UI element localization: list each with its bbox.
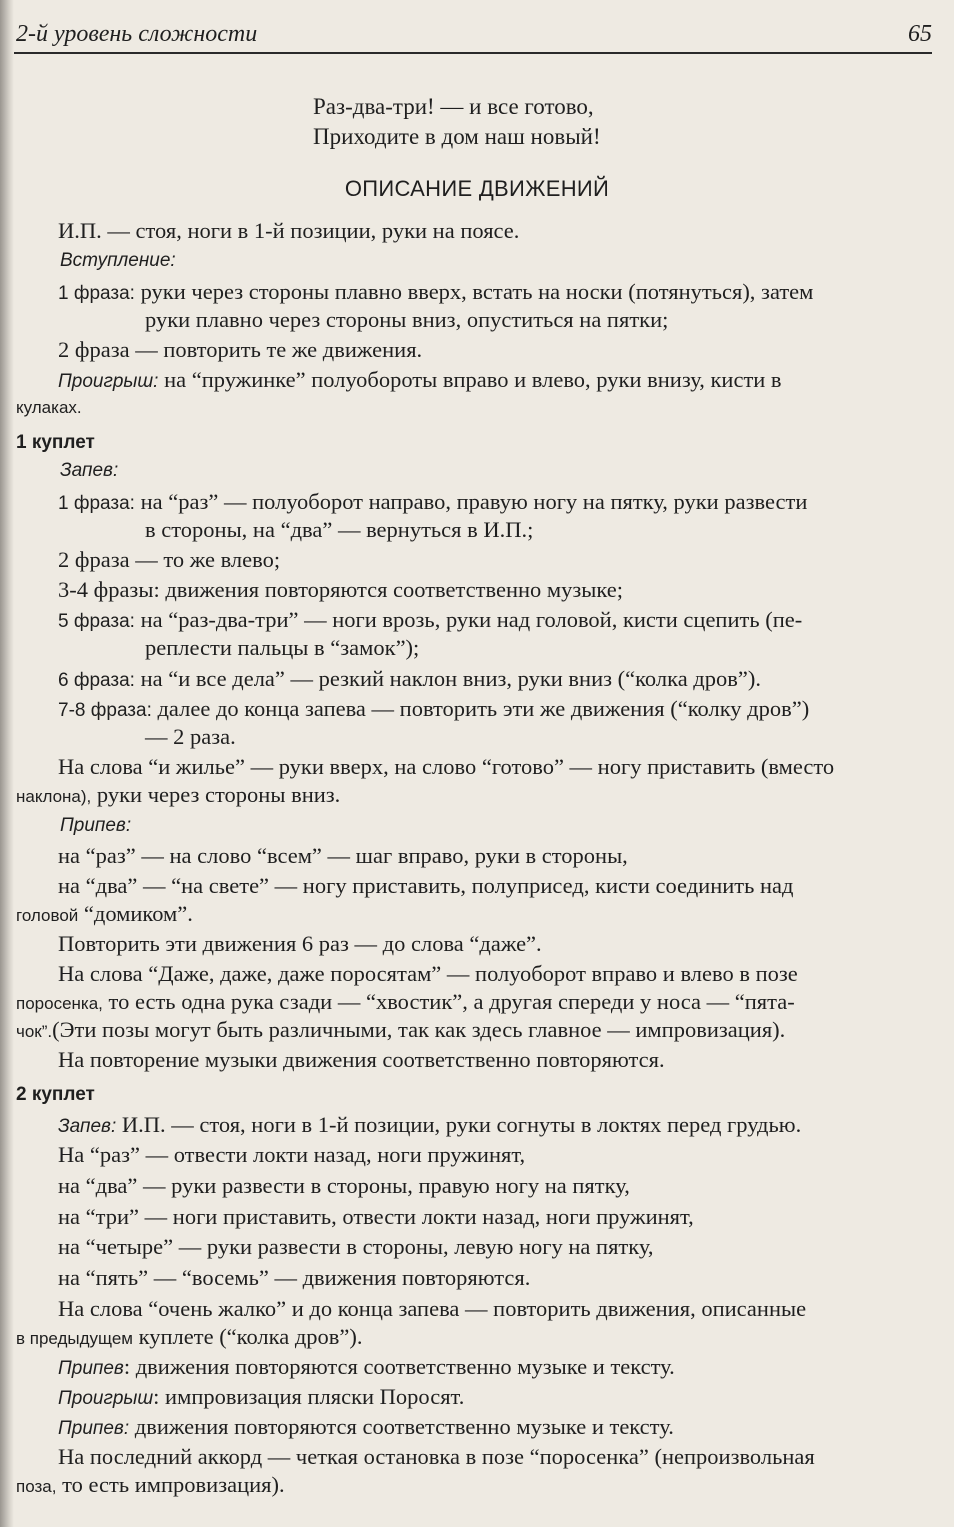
verse2-line: на “три” — ноги приставить, отвести локти назад, ноги пружинят,: [58, 1204, 694, 1229]
label-zapev: Запев:: [58, 1116, 117, 1137]
label-pripev: Припев:: [58, 1418, 130, 1439]
verse1-phrase2: 2 фраза — то же влево;: [58, 547, 281, 572]
running-header-title: 2-й уровень сложности: [16, 21, 258, 47]
verse1-music-repeat: На повторение музыки движения соответственно повторяются.: [58, 1047, 665, 1072]
phrase-text: на “раз-два-три” — ноги врозь, руки над головой, кисти сцепить (пе-: [140, 607, 803, 632]
zapev-text: И.П. — стоя, ноги в 1-й позиции, руки согнуты в локтях перед грудью.: [121, 1112, 802, 1137]
verse1-phrase78-cont: — 2 раза.: [145, 724, 236, 749]
dazhe-small: чок”.: [16, 1022, 53, 1041]
proigrysh-text: : импровизация пляски Поросят.: [153, 1384, 465, 1409]
verse2-zapev: [58, 1110, 801, 1142]
verse1-dazhe-cont2: [16, 1015, 785, 1047]
phrase-text: руки через стороны плавно вверх, встать на носки (потянуться), затем: [140, 279, 814, 304]
verse1-phrase6: [58, 664, 761, 696]
verse1-dazhe: На слова “Даже, даже, даже поросятам” — полуоборот вправо и влево в позе: [58, 961, 798, 986]
label-proigrysh: Проигрыш:: [58, 371, 159, 392]
page-number: 65: [908, 21, 932, 47]
verse2-final: На последний аккорд — четкая остановка в позе “поросенка” (непроизвольная: [58, 1444, 815, 1469]
phrase-label: 7-8 фраза:: [58, 700, 152, 721]
verse1-words: На слова “и жилье” — руки вверх, на слово “готово” — ногу приставить (вместо: [58, 754, 835, 779]
phrase-text: на “раз” — полуоборот направо, правую ногу на пятку, руки развести: [140, 489, 808, 514]
phrase-label: 1 фраза:: [58, 283, 135, 304]
section-title: ОПИСАНИЕ ДВИЖЕНИЙ: [344, 176, 610, 201]
verse2-heading: 2 куплет: [16, 1084, 95, 1105]
phrase-label: 6 фраза:: [58, 670, 135, 691]
dazhe-small: поросенка,: [16, 994, 103, 1013]
intro-ip: И.П. — стоя, ноги в 1-й позиции, руки на поясе.: [58, 218, 520, 243]
verse1-phrase1-cont: в стороны, на “два” — вернуться в И.П.;: [145, 517, 534, 542]
words-text: руки через стороны вниз.: [96, 782, 341, 807]
intro-phrase2: 2 фраза — повторить те же движения.: [58, 337, 423, 362]
intro-proigrysh: [58, 365, 782, 397]
verse1-heading: 1 куплет: [16, 432, 95, 453]
pripev-text: движения повторяются соответственно музыке и тексту.: [134, 1414, 674, 1439]
proigrysh-text: на “пружинке” полуобороты вправо и влево, руки внизу, кисти в: [164, 367, 782, 392]
running-header: [14, 18, 932, 54]
intro-phrase1-cont: руки плавно через стороны вниз, опуститься на пятки;: [145, 307, 669, 332]
verse2-proigrysh: [58, 1382, 464, 1414]
phrase-label: 1 фраза:: [58, 493, 135, 514]
final-text: то есть импровизация).: [62, 1472, 285, 1497]
phrase-label: 5 фраза:: [58, 611, 135, 632]
verse2-line: На “раз” — отвести локти назад, ноги пружинят,: [58, 1142, 526, 1167]
verse1-phrase5-cont: реплести пальцы в “замок”);: [145, 635, 420, 660]
phrase-text: далее до конца запева — повторить эти же движения (“колку дров”): [157, 696, 810, 721]
verse2-line: на “два” — руки развести в стороны, правую ногу на пятку,: [58, 1173, 630, 1198]
final-small: поза,: [16, 1477, 57, 1496]
label-pripev: Припев:: [60, 815, 132, 836]
label-vstuplenie: Вступление:: [60, 250, 176, 271]
label-pripev: Припев: [58, 1358, 124, 1379]
words-small: наклона),: [16, 787, 92, 806]
verse2-line: на “пять” — “восемь” — движения повторяются.: [58, 1265, 531, 1290]
verse2-final-cont: [16, 1470, 285, 1502]
verse-line: Приходите в дом наш новый!: [313, 124, 601, 149]
pripev-text: : движения повторяются соответственно музыке и тексту.: [123, 1354, 675, 1379]
pripev-text: “домиком”.: [83, 901, 193, 926]
verse1-words-cont: [16, 780, 340, 812]
pripev-small: головой: [16, 906, 79, 925]
verse-line: Раз-два-три! — и все готово,: [313, 94, 594, 119]
verse-excerpt: [313, 92, 601, 152]
verse1-pripev-line3: [16, 899, 193, 931]
verse1-phrase34: 3-4 фразы: движения повторяются соответственно музыке;: [58, 577, 624, 602]
verse1-repeat: Повторить эти движения 6 раз — до слова “даже”.: [58, 931, 542, 956]
label-zapev: Запев:: [60, 460, 119, 481]
dazhe-text: (Эти позы могут быть различными, так как здесь главное — импровизация).: [52, 1017, 786, 1042]
verse2-line: на “четыре” — руки развести в стороны, левую ногу на пятку,: [58, 1234, 654, 1259]
verse2-pripev1: [58, 1352, 675, 1384]
verse1-pripev-line1: на “раз” — на слово “всем” — шаг вправо, руки в стороны,: [58, 843, 628, 868]
verse1-pripev-line2: на “два” — “на свете” — ногу приставить, полуприсед, кисти соединить над: [58, 873, 794, 898]
verse2-zhalko-cont: [16, 1322, 363, 1354]
dazhe-text: то есть одна рука сзади — “хвостик”, а другая спереди у носа — “пята-: [108, 989, 795, 1014]
verse2-zhalko: На слова “очень жалко” и до конца запева — повторить движения, описанные: [58, 1296, 807, 1321]
page-gutter-shadow: [0, 0, 14, 1527]
zhalko-text: куплете (“колка дров”).: [138, 1324, 363, 1349]
phrase-text: на “и все дела” — резкий наклон вниз, руки вниз (“колка дров”).: [140, 666, 761, 691]
intro-proigrysh-cont: кулаках.: [16, 398, 82, 417]
verse2-pripev2: [58, 1412, 674, 1444]
zhalko-small: в предыдущем: [16, 1329, 133, 1348]
label-proigrysh: Проигрыш: [58, 1388, 154, 1409]
